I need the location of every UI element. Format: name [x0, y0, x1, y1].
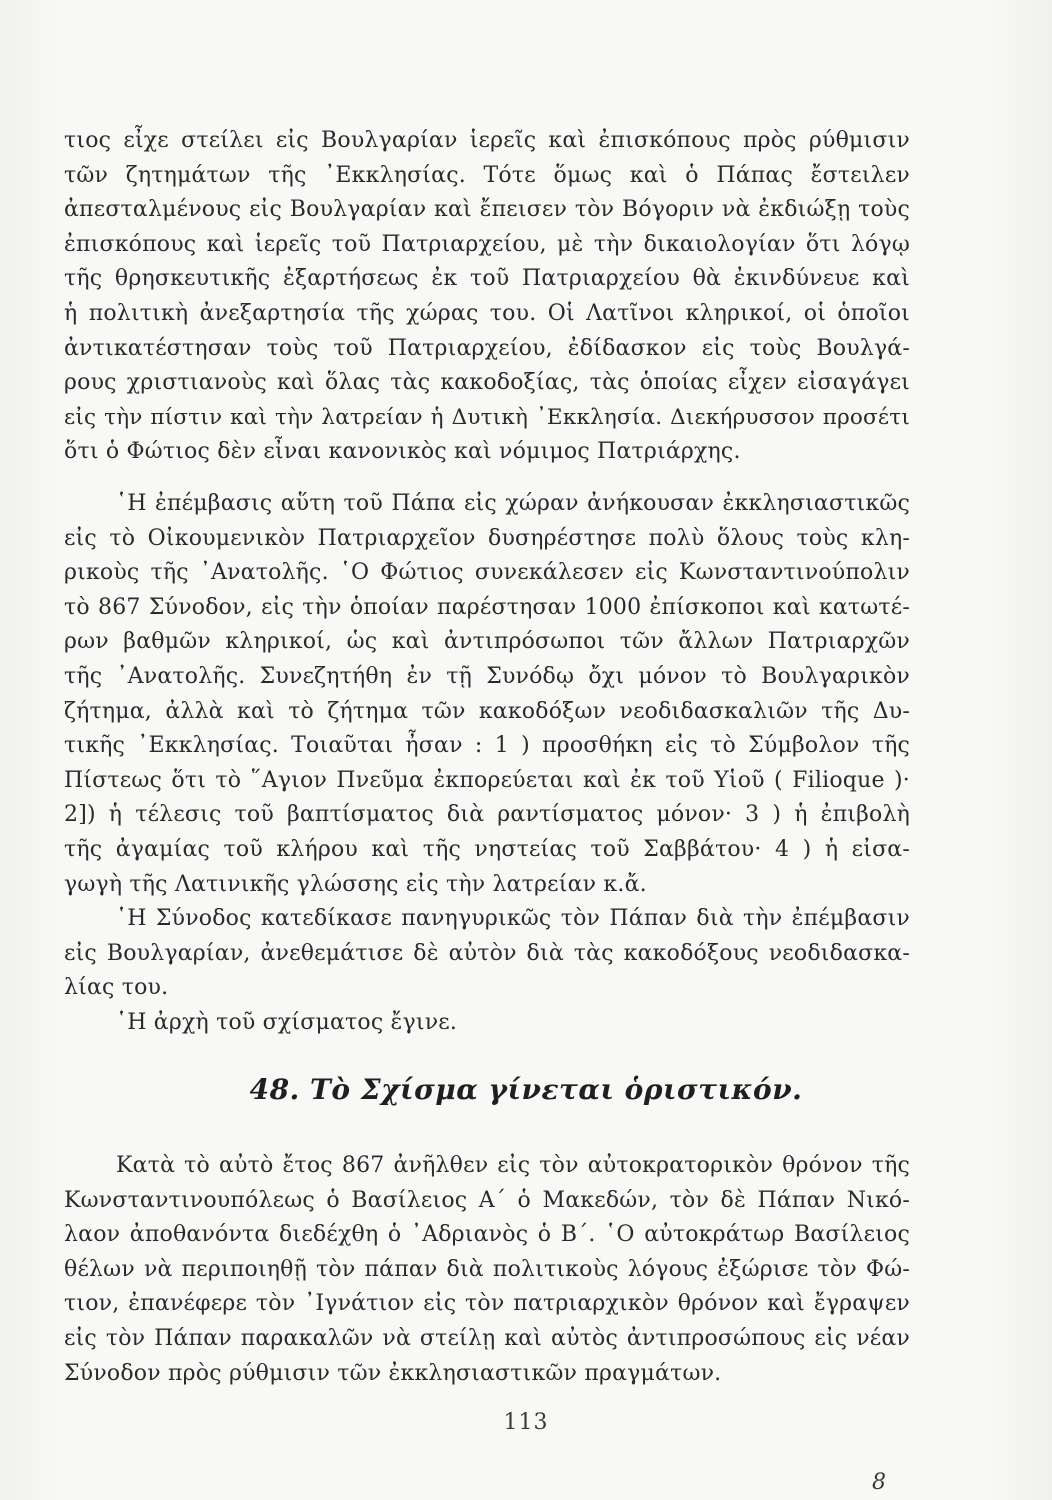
paragraph-2 [64, 487, 910, 902]
text-line: λίας του. [64, 975, 169, 1001]
text-line: Πίστεως ὅτι τὸ ῞Αγιον Πνεῦμα ἐκπορεύεται καὶ ἐκ τοῦ Υἱοῦ ( Filioque )· [64, 767, 910, 793]
text-line: 2]) ἡ τέλεσις τοῦ βαπτίσματος διὰ ραντίσματος μόνον· 3 ) ἡ ἐπιβολὴ [64, 802, 910, 828]
paragraph-5 [64, 1149, 910, 1391]
text-line: τῆς ᾿Ανατολῆς. Συνεζητήθη ἐν τῇ Συνόδῳ ὄχι μόνον τὸ Βουλγαρικὸν [64, 663, 910, 689]
text-line: εἰς τὸν Πάπαν παρακαλῶν νὰ στείλῃ καὶ αὐτὸς ἀντιπροσώπους εἰς νέαν [64, 1325, 910, 1351]
text-line: θέλων νὰ περιποιηθῇ τὸν πάπαν διὰ πολιτικοὺς λόγους ἐξώρισε τὸν Φώ- [64, 1256, 910, 1282]
text-line: ρικοὺς τῆς ᾿Ανατολῆς. ῾Ο Φώτιος συνεκάλεσεν εἰς Κωνσταντινούπολιν [64, 560, 910, 586]
text-line: Κατὰ τὸ αὐτὸ ἔτος 867 ἀνῆλθεν εἰς τὸν αὐτοκρατορικὸν θρόνον τῆς [116, 1153, 910, 1178]
text-line: ἀντικατέστησαν τοὺς τοῦ Πατριαρχείου, ἐδίδασκον εἰς τοὺς Βουλγά- [64, 335, 910, 361]
text-line: εἰς τὴν πίστιν καὶ τὴν λατρείαν ἡ Δυτικὴ ᾿Εκκλησία. Διεκήρυσσον προσέτι [64, 404, 910, 430]
text-line: τῆς ἀγαμίας τοῦ κλήρου καὶ τῆς νηστείας τοῦ Σαββάτου· 4 ) ἡ εἰσα- [64, 836, 910, 862]
page-number: 113 [503, 1410, 549, 1435]
text-line: τῶν ζητημάτων τῆς ᾿Εκκλησίας. Τότε ὅμως καὶ ὁ Πάπας ἔστειλεν [64, 162, 910, 188]
text-line: ἀπεσταλμένους εἰς Βουλγαρίαν καὶ ἔπεισεν τὸν Βόγοριν νὰ ἐκδιώξῃ τοὺς [64, 197, 910, 223]
text-line: τικῆς ᾿Εκκλησίας. Τοιαῦται ἦσαν : 1 ) προσθήκη εἰς τὸ Σύμβολον τῆς [64, 733, 910, 759]
text-line: ἡ πολιτικὴ ἀνεξαρτησία τῆς χώρας του. Οἱ Λατῖνοι κληρικοί, οἱ ὁποῖοι [64, 300, 910, 326]
signature-mark: 8 [872, 1470, 886, 1495]
text-line: εἰς Βουλγαρίαν, ἀνεθεμάτισε δὲ αὐτὸν διὰ τὰς κακοδόξους νεοδιδασκα- [64, 940, 910, 966]
text-line: τῆς θρησκευτικῆς ἐξαρτήσεως ἐκ τοῦ Πατριαρχείου θὰ ἐκινδύνευε καὶ [64, 266, 910, 292]
text-line: εἰς τὸ Οἰκουμενικὸν Πατριαρχεῖον δυσηρέστησε πολὺ ὅλους τοὺς κλη- [64, 525, 910, 551]
text-line: γωγὴ τῆς Λατινικῆς γλώσσης εἰς τὴν λατρείαν κ.ἄ. [64, 871, 647, 897]
text-line: τιος εἶχε στείλει εἰς Βουλγαρίαν ἱερεῖς καὶ ἐπισκόπους πρὸς ρύθμισιν [64, 128, 910, 153]
text-line: ὅτι ὁ Φώτιος δὲν εἶναι κανονικὸς καὶ νόμιμος Πατριάρχης. [64, 439, 741, 465]
text-line: ῾Η ἀρχὴ τοῦ σχίσματος ἔγινε. [116, 1010, 458, 1035]
text-line: Σύνοδον πρὸς ρύθμισιν τῶν ἐκκλησιαστικῶν πραγμάτων. [64, 1360, 722, 1386]
text-line: ἐπισκόπους καὶ ἱερεῖς τοῦ Πατριαρχείου, μὲ τὴν δικαιολογίαν ὅτι λόγῳ [64, 231, 910, 257]
text-line: Κωνσταντινουπόλεως ὁ Βασίλειος Α΄ ὁ Μακεδών, τὸν δὲ Πάπαν Νικό- [64, 1187, 910, 1213]
text-line: τὸ 867 Σύνοδον, εἰς τὴν ὁποίαν παρέστησαν 1000 ἐπίσκοποι καὶ κατωτέ- [64, 594, 910, 620]
text-line: ρους χριστιανοὺς καὶ ὅλας τὰς κακοδοξίας, τὰς ὁποίας εἶχεν εἰσαγάγει [64, 370, 910, 396]
text-line: λαον ἀποθανόντα διεδέχθη ὁ ᾿Αδριανὸς ὁ Β΄. ῾Ο αὐτοκράτωρ Βασίλειος [64, 1222, 910, 1248]
paragraph-4 [64, 1006, 910, 1041]
text-line: ῾Η Σύνοδος κατεδίκασε πανηγυρικῶς τὸν Πάπαν διὰ τὴν ἐπέμβασιν [116, 906, 910, 931]
paragraph-3 [64, 902, 910, 1006]
paragraph-1 [64, 124, 910, 470]
section-heading: 48. Τὸ Σχίσμα γίνεται ὁριστικόν. [249, 1073, 803, 1106]
text-line: ῾Η ἐπέμβασις αὕτη τοῦ Πάπα εἰς χώραν ἀνήκουσαν ἐκκλησιαστικῶς [116, 491, 910, 516]
text-line: ρων βαθμῶν κληρικοί, ὡς καὶ ἀντιπρόσωποι τῶν ἄλλων Πατριαρχῶν [64, 629, 910, 655]
text-line: τιον, ἐπανέφερε τὸν ᾿Ιγνάτιον εἰς τὸν πατριαρχικὸν θρόνον καὶ ἔγραψεν [64, 1291, 910, 1317]
text-line: ζήτημα, ἀλλὰ καὶ τὸ ζήτημα τῶν κακοδόξων νεοδιδασκαλιῶν τῆς Δυ- [64, 698, 910, 724]
